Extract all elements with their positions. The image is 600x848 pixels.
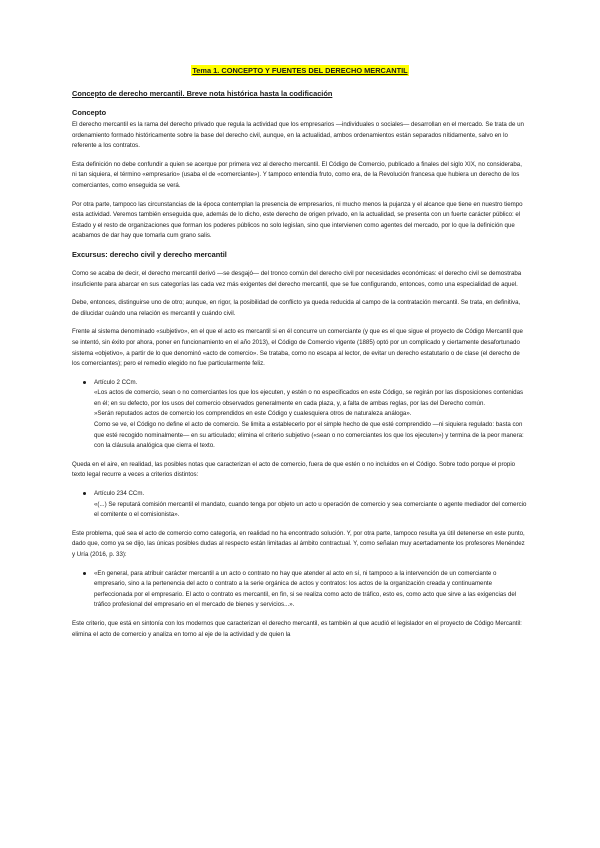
excursus-paragraph-1: Como se acaba de decir, el derecho mercantil derivó —se desgajó— del tronco común del derecho civil por necesidades económicas: el derecho civil se demostraba insuficiente para abarcar en sus categorías las cada vez más exigentes del derecho mercantil, que se fue configurando, entonces, como una especialidad de aquel. bbox=[72, 269, 522, 288]
article-234-quote: «(...) Se reputará comisión mercantil el mandato, cuando tenga por objeto un acto u operación de comercio y sea comerciante o agente mediador del comercio el comitente o el comisionista». bbox=[94, 500, 527, 519]
menendez-uria-quote: «En general, para atribuir carácter mercantil a un acto o contrato no hay que atender al acto en sí, ni tampoco a la intervención de un comerciante o empresario, sino a la pertenencia del acto o contrato a la serie orgánica de actos y contratos: los actos de la organización creada y continuamente perfeccionada por el empresario. El acto o contrato es mercantil, en fin, si se realiza como acto de tráfico, esto es, como acto que sirve a las exigencias del tráfico profesional del empresario en el mercado de bienes y servicios...». bbox=[94, 569, 517, 609]
list-item bbox=[94, 378, 528, 452]
list-item bbox=[94, 489, 528, 521]
article-2-quote: «Los actos de comercio, sean o no comerciantes los que los ejecuten, y estén o no especificados en este Código, se regirán por las disposiciones contenidas en él; en su defecto, por los usos del comercio observados generalmente en cada plaza, y, a falta de ambas reglas, por las del Derecho común. bbox=[94, 389, 524, 407]
article-234-heading: Artículo 234 CCm. bbox=[94, 490, 145, 498]
concepto-paragraph-1: El derecho mercantil es la rama del derecho privado que regula la actividad que los empresarios —individuales o sociales— desarrollan en el mercado. Se trata de un ordenamiento formado históricamente sobre la base del derecho civil, aunque, en la actualidad, ambos ordenamientos están separados nítidamente, salvo en lo referente a los contratos. bbox=[72, 121, 524, 150]
excursus-paragraph-2: Debe, entonces, distinguirse uno de otro; aunque, en rigor, la posibilidad de conflicto ya queda reducida al campo de la contratación mercantil. Se trata, en definitiva, de dilucidar cuándo una relación es mercantil y cuándo civil. bbox=[72, 299, 521, 317]
article-2-quote-2: »Serán reputados actos de comercio los comprendidos en este Código y cualesquiera otros de naturaleza análoga». bbox=[94, 410, 412, 418]
bullet-icon bbox=[83, 381, 86, 384]
excursus-paragraph-6: Este criterio, que está en sintonía con los modernos que caracterizan el derecho mercantil, es también al que acudió el legislador en el proyecto de Código Mercantil: elimina el acto de comercio y analiza en torno al eje de la actividad y de quien la bbox=[72, 619, 522, 638]
article-2-list bbox=[72, 378, 528, 452]
bullet-icon bbox=[83, 492, 86, 495]
bullet-icon bbox=[83, 572, 86, 575]
highlighted-title: Tema 1. CONCEPTO Y FUENTES DEL DERECHO MERCANTIL bbox=[192, 66, 408, 75]
excursus-heading: Excursus: derecho civil y derecho mercantil bbox=[72, 249, 227, 259]
section-heading: Concepto de derecho mercantil. Breve nota histórica hasta la codificación bbox=[72, 89, 333, 98]
quote-list bbox=[72, 569, 528, 611]
article-234-list bbox=[72, 489, 528, 521]
excursus-paragraph-5: Este problema, qué sea el acto de comercio como categoría, en realidad no ha encontrado solución. Y, por otra parte, tampoco resulta ya útil detenerse en este punto, dado que, como ya se dijo, las únicas posibles dudas al respecto están limitadas al ámbito contractual. Y, como señalan muy acertadamente los profesores Menéndez y Uría (2016, p. 33): bbox=[72, 529, 525, 558]
document-title bbox=[72, 66, 528, 75]
concepto-heading: Concepto bbox=[72, 108, 107, 117]
article-2-commentary: Como se ve, el Código no define el acto de comercio. Se limita a establecerlo por el simple hecho de que esté comprendido —ni siquiera regulado: basta con que esté recogido nominalmente— en su articulado; elimina el criterio subjetivo («sean o no comerciantes los que los ejecuten») y termina de la peor manera: con la cláusula analógica que cierra el texto. bbox=[94, 421, 524, 450]
excursus-paragraph-4: Queda en el aire, en realidad, las posibles notas que caracterizan el acto de comercio, fuera de que estén o no incluidos en el Código. Sobre todo porque el propio texto legal recurre a veces a criterios distintos: bbox=[72, 460, 516, 479]
article-2-heading: Artículo 2 CCm. bbox=[94, 378, 138, 386]
concepto-paragraph-3: Por otra parte, tampoco las circunstancias de la época contemplan la presencia de empresarios, ni mucho menos la pujanza y el alcance que tiene en nuestro tiempo esta actividad. Veremos también enseguida que, además de lo dicho, este derecho de origen privado, en la actualidad, se presenta con un fuerte carácter público: el Estado y el resto de organizaciones que forman los poderes públicos no solo legislan, sino que intervienen como agentes del mercado, por lo que la definición que acabamos de dar hay que tomarla cum grano salis. bbox=[72, 200, 523, 240]
list-item bbox=[94, 569, 528, 611]
concepto-paragraph-2: Esta definición no debe confundir a quien se acerque por primera vez al derecho mercantil. El Código de Comercio, publicado a finales del siglo XIX, no consideraba, ni tan siquiera, el término «empresario» (usaba el de «comerciante»). Y tampoco entendía fruto, como era, de la Revolución francesa que hubiera un derecho de los comerciantes, como enseguida se verá. bbox=[72, 160, 522, 189]
excursus-paragraph-3: Frente al sistema denominado «subjetivo», en el que el acto es mercantil si en él concurre un comerciante (y que es el que sigue el proyecto de Código Mercantil que se intentó, sin éxito por ahora, poner en funcionamiento en el año 2013), el Código de Comercio vigente (1885) optó por un complicado y ciertamente desafortunado sistema «objetivo», a partir de lo que denominó «acto de comercio». Se trataba, como no escapa al lector, de evitar un derecho estatutario o de clase (el derecho de los comerciantes); pero el remedio elegido no fue particularmente feliz. bbox=[72, 328, 523, 368]
